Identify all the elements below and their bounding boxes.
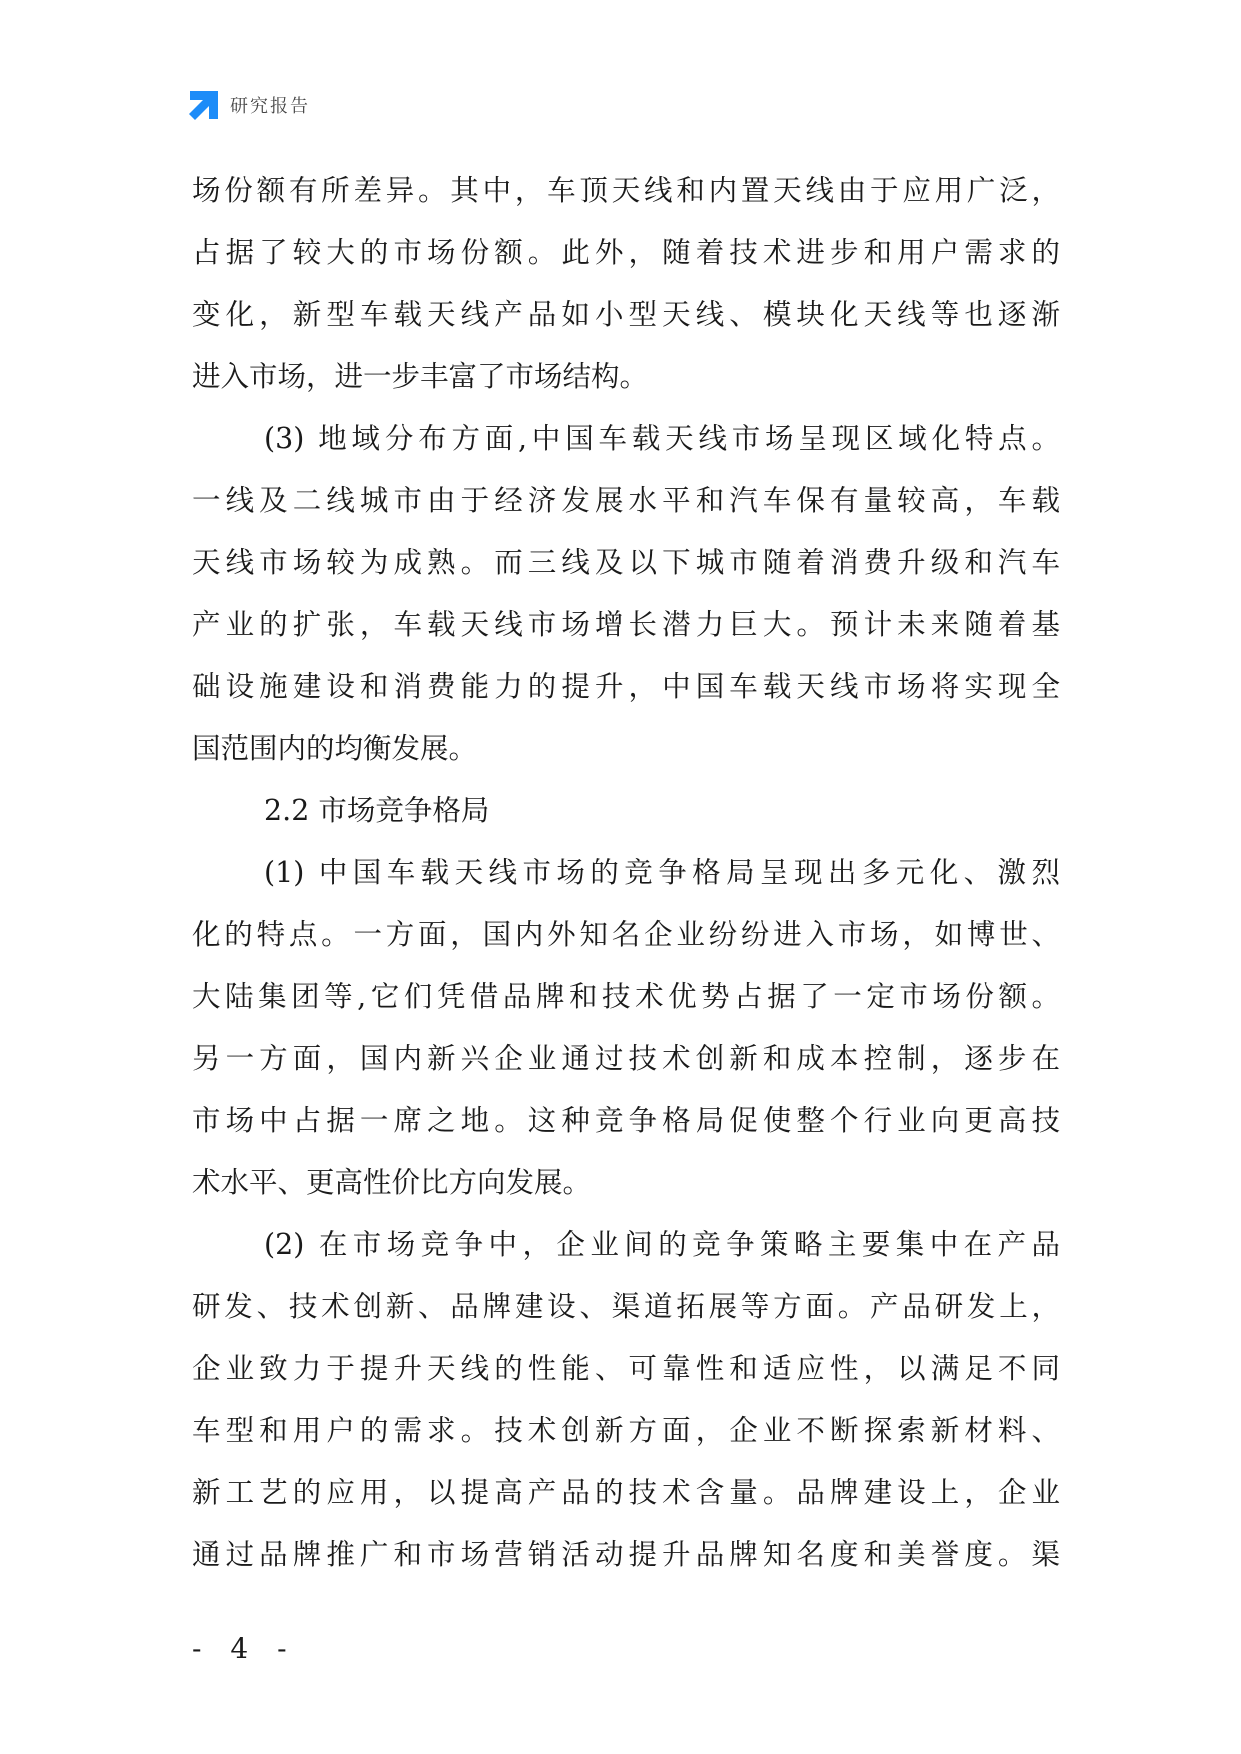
text-line: 另一方面，国内新兴企业通过技术创新和成本控制，逐步在 <box>192 1042 1060 1075</box>
text-line: 进入市场，进一步丰富了市场结构。 <box>192 360 649 393</box>
text-line: 变化，新型车载天线产品如小型天线、模块化天线等也逐渐 <box>192 298 1060 331</box>
text-line: 大陆集团等,它们凭借品牌和技术优势占据了一定市场份额。 <box>192 980 1060 1013</box>
section-heading: 2.2 市场竞争格局 <box>264 794 490 827</box>
text-line: 天线市场较为成熟。而三线及以下城市随着消费升级和汽车 <box>192 546 1060 579</box>
text-line: 新工艺的应用，以提高产品的技术含量。品牌建设上，企业 <box>192 1476 1060 1509</box>
text-line: 一线及二线城市由于经济发展水平和汽车保有量较高，车载 <box>192 484 1060 517</box>
text-line: 础设施建设和消费能力的提升，中国车载天线市场将实现全 <box>192 670 1060 703</box>
paragraph-start-line: (3) 地域分布方面,中国车载天线市场呈现区域化特点。 <box>264 422 1060 455</box>
arrow-up-right-icon <box>188 89 220 121</box>
text-line: 化的特点。一方面，国内外知名企业纷纷进入市场，如博世、 <box>192 918 1060 951</box>
header-title: 研究报告 <box>230 96 310 117</box>
text-line: 产业的扩张，车载天线市场增长潜力巨大。预计未来随着基 <box>192 608 1060 641</box>
page-header <box>188 88 310 122</box>
paragraph-start-line: (2) 在市场竞争中，企业间的竞争策略主要集中在产品 <box>264 1228 1060 1261</box>
text-line: 市场中占据一席之地。这种竞争格局促使整个行业向更高技 <box>192 1104 1060 1137</box>
text-line: 研发、技术创新、品牌建设、渠道拓展等方面。产品研发上， <box>192 1290 1060 1323</box>
paragraph-start-line: (1) 中国车载天线市场的竞争格局呈现出多元化、激烈 <box>264 856 1060 889</box>
text-line: 场份额有所差异。其中，车顶天线和内置天线由于应用广泛， <box>192 174 1060 207</box>
text-line: 车型和用户的需求。技术创新方面，企业不断探索新材料、 <box>192 1414 1060 1447</box>
text-line: 术水平、更高性价比方向发展。 <box>192 1166 592 1199</box>
text-line: 国范围内的均衡发展。 <box>192 732 478 765</box>
text-line: 通过品牌推广和市场营销活动提升品牌知名度和美誉度。渠 <box>192 1538 1060 1571</box>
page-number: - 4 - <box>192 1632 297 1665</box>
document-body <box>192 160 1060 1586</box>
text-line: 占据了较大的市场份额。此外，随着技术进步和用户需求的 <box>192 236 1060 269</box>
text-line: 企业致力于提升天线的性能、可靠性和适应性，以满足不同 <box>192 1352 1060 1385</box>
